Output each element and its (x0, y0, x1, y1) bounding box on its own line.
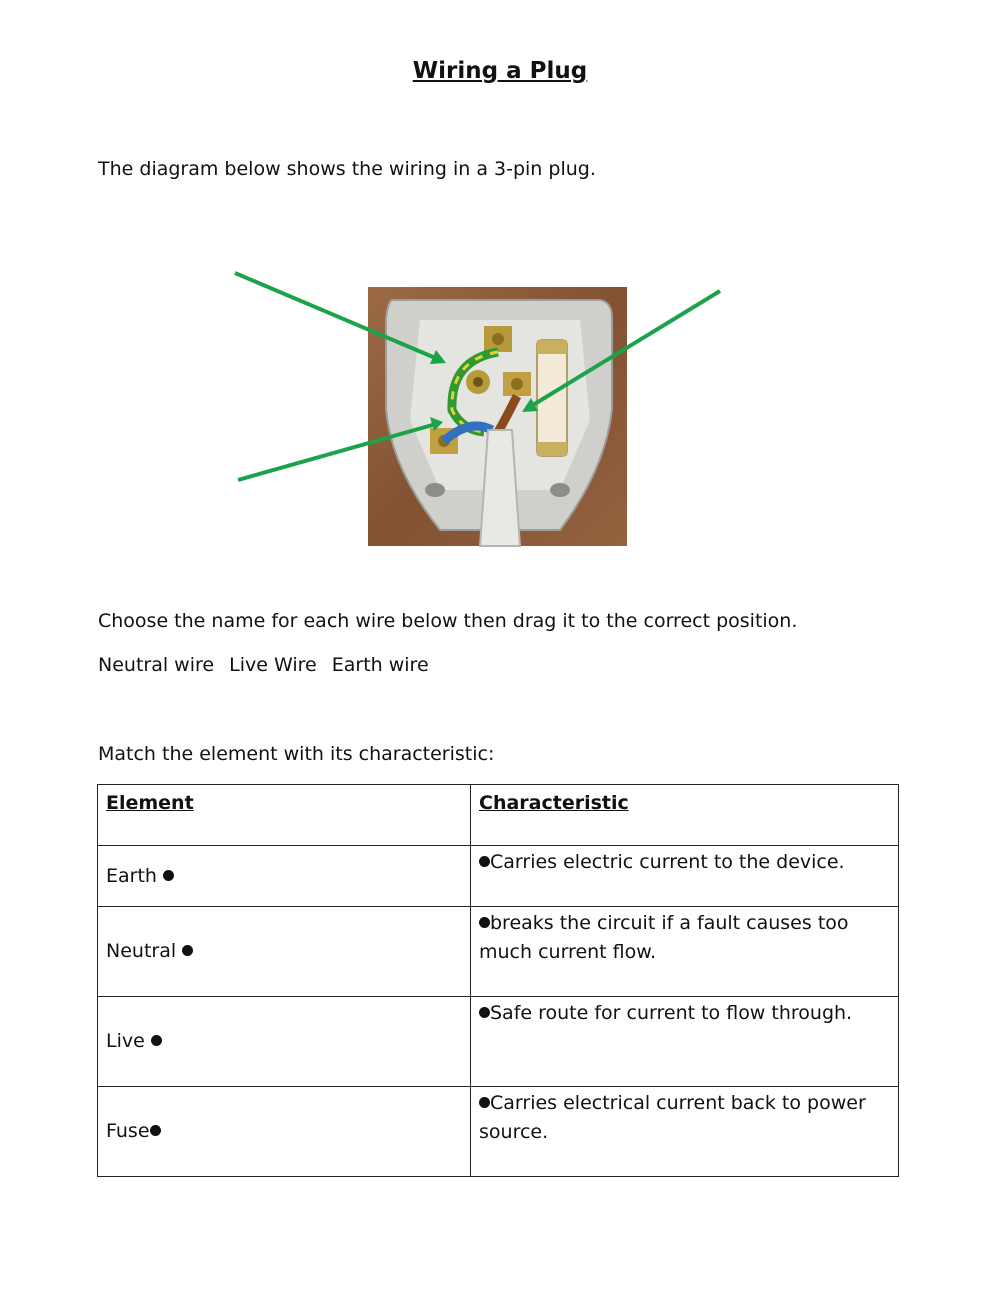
intro-text: The diagram below shows the wiring in a 3-pin plug. (98, 158, 596, 180)
arrow-neutral (238, 417, 443, 480)
match-dot[interactable] (150, 1125, 161, 1136)
table-row (98, 997, 899, 1087)
characteristic-cell (471, 907, 899, 997)
element-cell (98, 846, 471, 907)
element-label: Live (106, 1030, 151, 1052)
match-dot[interactable] (182, 945, 193, 956)
arrow-live (522, 291, 720, 412)
arrow-earth (235, 273, 446, 364)
element-label: Neutral (106, 940, 183, 962)
match-dot[interactable] (479, 1097, 490, 1108)
plug-photo (368, 287, 627, 546)
element-cell (98, 1087, 471, 1177)
table-row (98, 907, 899, 997)
header-element: Element (98, 785, 471, 846)
characteristic-label: Safe route for current to flow through. (490, 1002, 853, 1024)
header-characteristic: Characteristic (471, 785, 899, 846)
matching-table (97, 784, 899, 1177)
characteristic-label: Carries electrical current back to power source. (479, 1092, 866, 1143)
page-title: Wiring a Plug (412, 58, 588, 84)
match-dot[interactable] (479, 856, 490, 867)
characteristic-cell (471, 846, 899, 907)
table-row (98, 846, 899, 907)
element-label: Fuse (106, 1120, 150, 1142)
element-cell (98, 997, 471, 1087)
plug-diagram (0, 0, 1000, 600)
element-label: Earth (106, 864, 163, 887)
element-cell (98, 907, 471, 997)
table-row (98, 1087, 899, 1177)
draggable-live-wire[interactable]: Live Wire (229, 654, 317, 676)
match-dot[interactable] (479, 1007, 490, 1018)
draggable-earth-wire[interactable]: Earth wire (331, 654, 429, 676)
match-dot[interactable] (479, 917, 490, 928)
match-prompt: Match the element with its characteristic: (98, 743, 495, 765)
match-dot[interactable] (163, 870, 174, 881)
plug-diagram-svg (0, 0, 1000, 600)
match-dot[interactable] (151, 1035, 162, 1046)
draggable-neutral-wire[interactable]: Neutral wire (98, 654, 215, 676)
characteristic-label: breaks the circuit if a fault causes too much current flow. (479, 912, 849, 963)
wire-names-list (98, 654, 438, 676)
instruction-text: Choose the name for each wire below then drag it to the correct position. (98, 610, 798, 632)
characteristic-cell (471, 997, 899, 1087)
characteristic-label: Carries electric current to the device. (490, 851, 845, 873)
characteristic-cell (471, 1087, 899, 1177)
table-header-row (98, 785, 899, 846)
